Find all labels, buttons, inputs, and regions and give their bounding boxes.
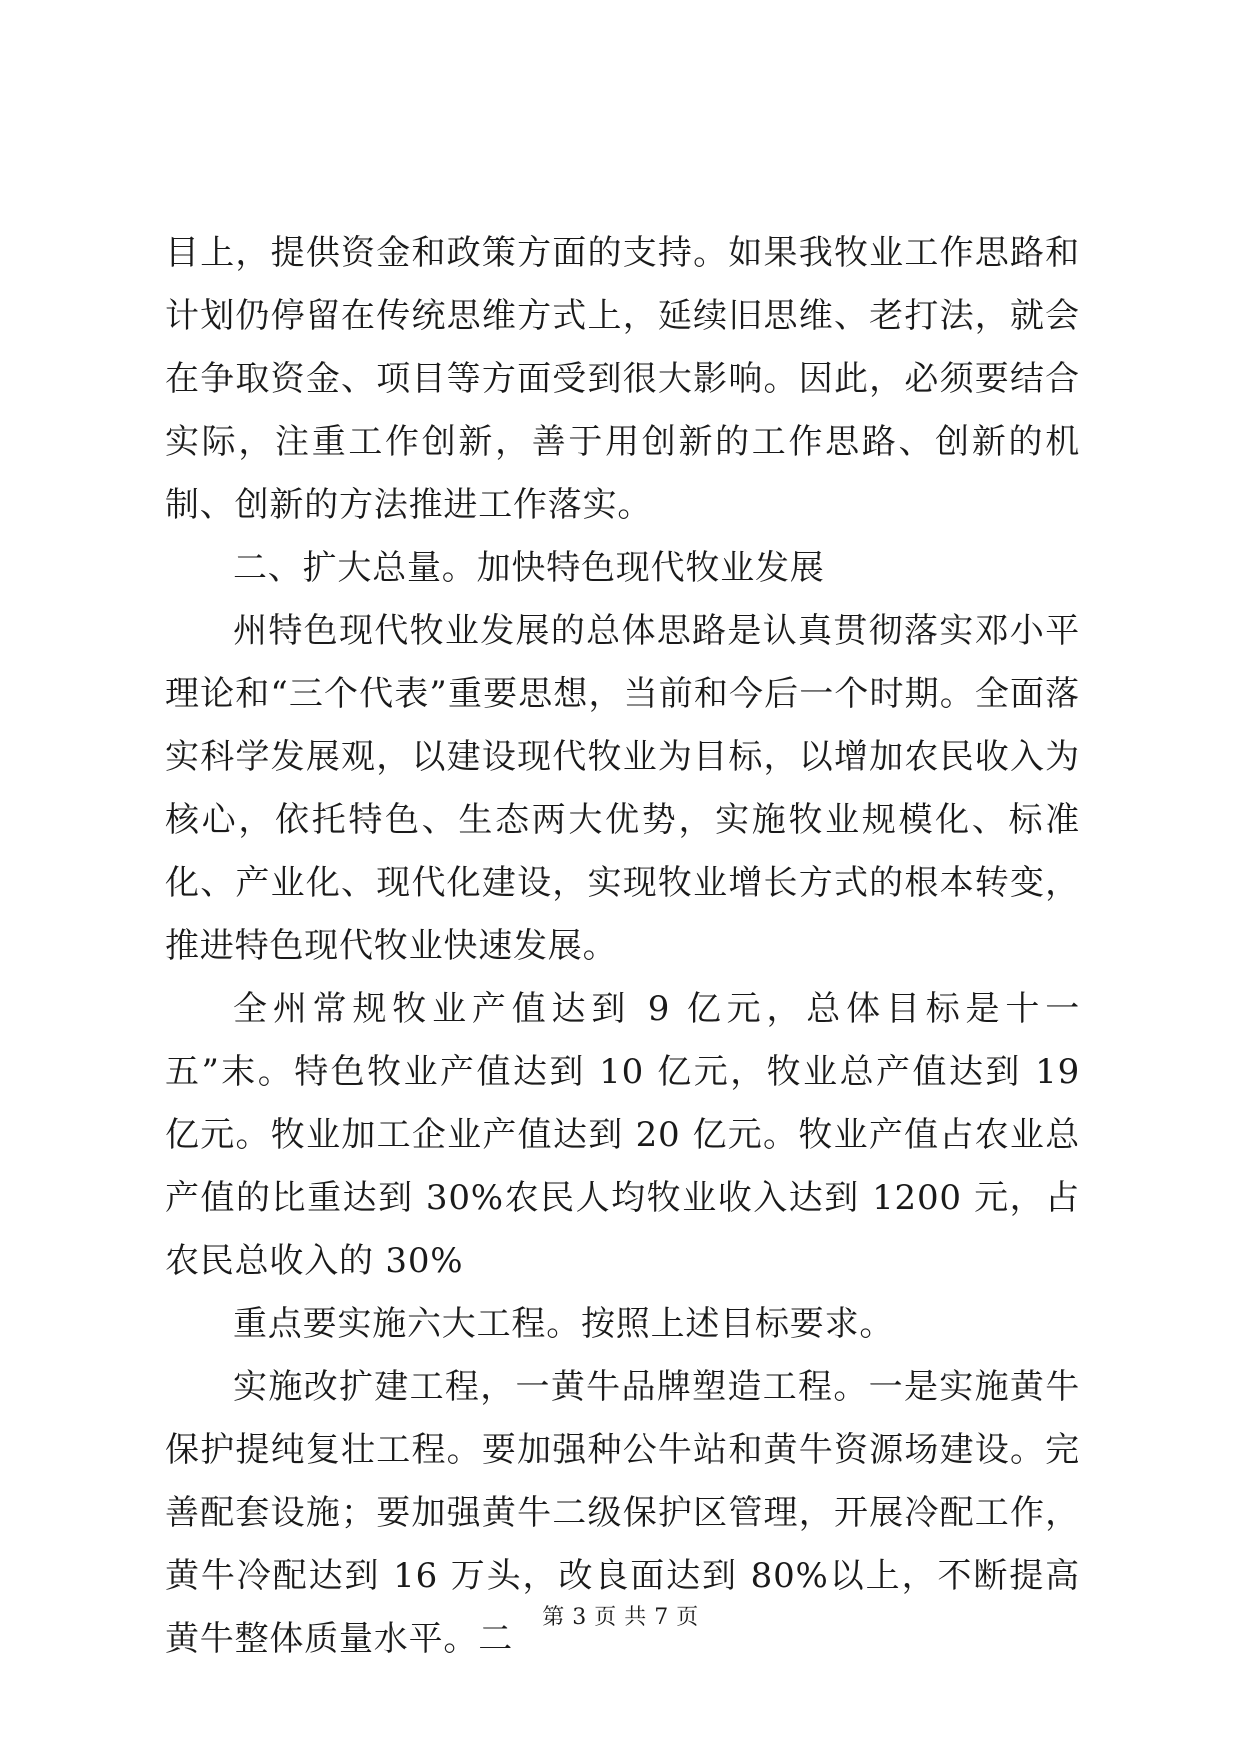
paragraph-overall-approach: 州特色现代牧业发展的总体思路是认真贯彻落实邓小平理论和“三个代表”重要思想，当前和今后一个时期。全面落实科学发展观，以建设现代牧业为目标，以增加农民收入为核心，依托特色、生态两大优势，实施牧业规模化、标准化、产业化、现代化建设，实现牧业增长方式的根本转变，推进特色现代牧业快速发展。 [165, 611, 1080, 966]
page-number-footer: 第 3 页 共 7 页 [542, 1605, 699, 1630]
document-body [165, 222, 1080, 1671]
paragraph-six-projects: 重点要实施六大工程。按照上述目标要求。 [233, 1304, 895, 1344]
paragraph-cattle-brand: 实施改扩建工程，一黄牛品牌塑造工程。一是实施黄牛保护提纯复壮工程。要加强种公牛站和黄牛资源场建设。完善配套设施；要加强黄牛二级保护区管理，开展冷配工作，黄牛冷配达到 16 万头，改良面达到 80%以上，不断提高黄牛整体质量水平。二 [165, 1367, 1080, 1659]
section-heading: 二、扩大总量。加快特色现代牧业发展 [233, 548, 825, 588]
paragraph-continuation: 目上，提供资金和政策方面的支持。如果我牧业工作思路和计划仍停留在传统思维方式上，延续旧思维、老打法，就会在争取资金、项目等方面受到很大影响。因此，必须要结合实际，注重工作创新，善于用创新的工作思路、创新的机制、创新的方法推进工作落实。 [165, 233, 1080, 525]
paragraph-targets: 全州常规牧业产值达到 9 亿元，总体目标是十一五”末。特色牧业产值达到 10 亿元，牧业总产值达到 19 亿元。牧业加工企业产值达到 20 亿元。牧业产值占农业总产值的比重达到 30%农民人均牧业收入达到 1200 元，占农民总收入的 30% [165, 989, 1080, 1281]
